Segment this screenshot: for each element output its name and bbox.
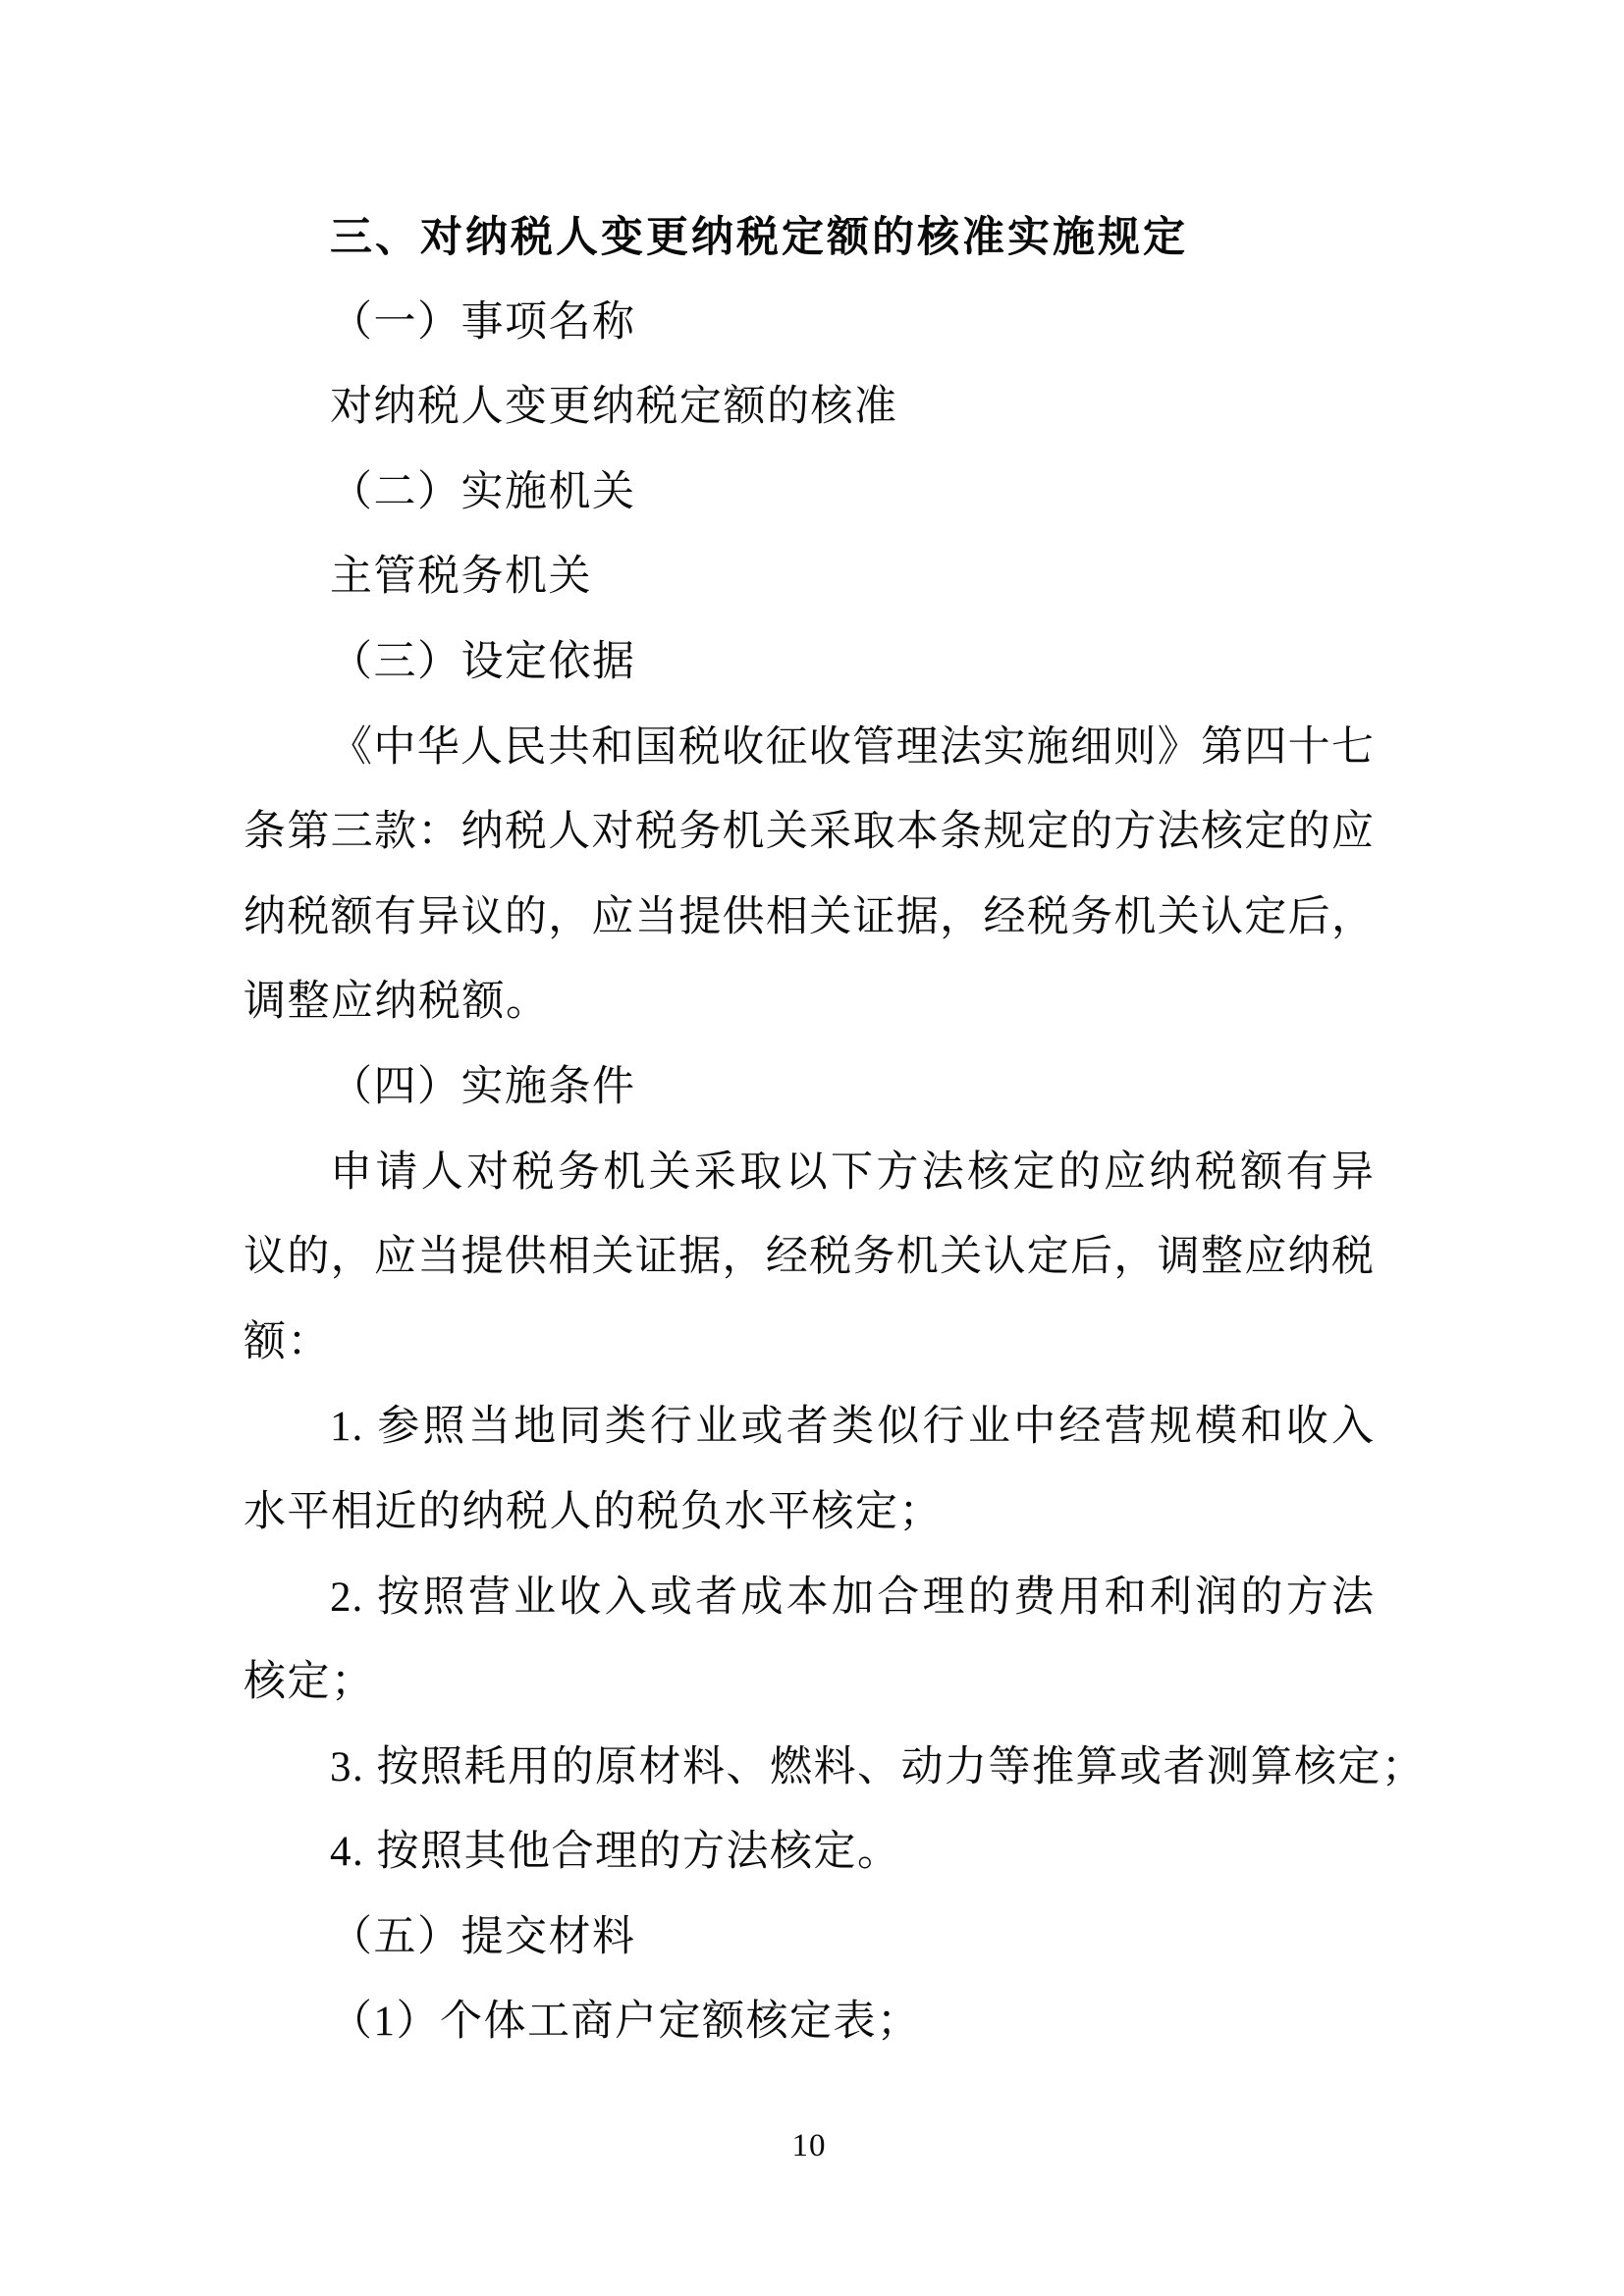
subsection-3-title: （三）设定依据 bbox=[330, 638, 636, 685]
paragraph-conditions-line-2: 议的，应当提供相关证据，经税务机关认定后，调整应纳税 bbox=[244, 1234, 1375, 1281]
section-heading: 三、对纳税人变更纳税定额的核准实施规定 bbox=[330, 214, 1188, 261]
paragraph-legal-basis-line-1: 《中华人民共和国税收征收管理法实施细则》第四十七 bbox=[330, 723, 1375, 771]
list-item-1-line-2: 水平相近的纳税人的税负水平核定； bbox=[244, 1488, 943, 1535]
list-item-1-line-1: 1. 参照当地同类行业或者类似行业中经营规模和收入 bbox=[330, 1404, 1375, 1451]
paragraph-item-name: 对纳税人变更纳税定额的核准 bbox=[330, 384, 898, 431]
list-item-2-line-2: 核定； bbox=[244, 1659, 375, 1706]
submit-material-item-1: （1）个体工商户定额核定表； bbox=[330, 1999, 921, 2046]
list-item-3: 3. 按照耗用的原材料、燃料、动力等推算或者测算核定； bbox=[330, 1743, 1426, 1790]
paragraph-conditions-line-3: 额： bbox=[244, 1318, 331, 1365]
subsection-4-title: （四）实施条件 bbox=[330, 1063, 636, 1110]
paragraph-legal-basis-line-2: 条第三款：纳税人对税务机关采取本条规定的方法核定的应 bbox=[244, 809, 1375, 856]
list-item-2-line-1: 2. 按照营业收入或者成本加合理的费用和利润的方法 bbox=[330, 1574, 1375, 1621]
list-item-4: 4. 按照其他合理的方法核定。 bbox=[330, 1829, 901, 1876]
subsection-1-title: （一）事项名称 bbox=[330, 298, 636, 346]
subsection-2-title: （二）实施机关 bbox=[330, 468, 636, 515]
paragraph-legal-basis-line-4: 调整应纳税额。 bbox=[244, 979, 550, 1026]
document-text-block bbox=[244, 195, 1426, 2065]
paragraph-conditions-line-1: 申请人对税务机关采取以下方法核定的应纳税额有异 bbox=[330, 1148, 1375, 1196]
page-number: 10 bbox=[791, 2128, 827, 2163]
subsection-5-title: （五）提交材料 bbox=[330, 1913, 636, 1960]
paragraph-legal-basis-line-3: 纳税额有异议的，应当提供相关证据，经税务机关认定后， bbox=[244, 893, 1375, 940]
paragraph-implementing-authority: 主管税务机关 bbox=[330, 554, 592, 601]
